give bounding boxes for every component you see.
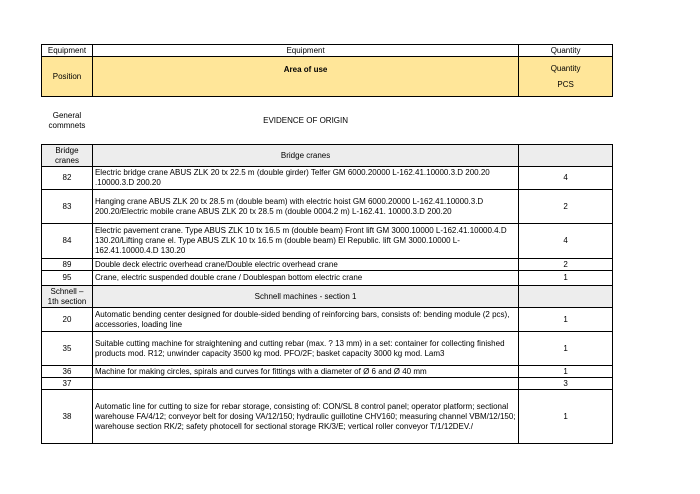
- subheader-quantity: Quantity: [550, 63, 581, 73]
- row-position: 38: [42, 390, 93, 444]
- row-description: Double deck electric overhead crane/Double electric overhead crane: [92, 259, 518, 271]
- section-label: Bridge cranes: [42, 145, 93, 167]
- row-position: 37: [42, 378, 93, 390]
- row-quantity: 1: [519, 271, 613, 286]
- table-row: [42, 332, 613, 366]
- general-comments-label: General commnets: [48, 110, 86, 130]
- subheader-position: Position: [42, 57, 93, 97]
- row-quantity: 4: [519, 224, 613, 259]
- row-description: Automatic bending center designed for double-sided bending of reinforcing bars, consists of: bending module (2 pcs), accessories, loading line: [92, 308, 518, 332]
- section-header-bridge-cranes: [42, 145, 613, 167]
- row-position: 36: [42, 366, 93, 378]
- table-row: [42, 190, 613, 224]
- section-header-schnell: [42, 286, 613, 308]
- header-equipment-left: Equipment: [42, 45, 93, 57]
- row-position: 95: [42, 271, 93, 286]
- row-position: 84: [42, 224, 93, 259]
- table-row: [42, 167, 613, 190]
- row-description: Crane, electric suspended double crane / Doublespan bottom electric crane: [92, 271, 518, 286]
- row-quantity: 3: [519, 378, 613, 390]
- subheader-row: [42, 57, 613, 97]
- subheader-pcs: PCS: [557, 79, 574, 89]
- row-position: 83: [42, 190, 93, 224]
- row-description: Suitable cutting machine for straightening and cutting rebar (max. ? 13 mm) in a set: container for collecting finished products mod. R12; unwinder capacity 3500 kg mod. PFO/2F; basket capacity 3000 kg mod. Lam3: [92, 332, 518, 366]
- row-position: 82: [42, 167, 93, 190]
- general-comments-row: [42, 97, 613, 145]
- subheader-quantity-cell: [519, 57, 613, 97]
- row-quantity: 1: [519, 390, 613, 444]
- table-row: [42, 224, 613, 259]
- row-quantity: 1: [519, 366, 613, 378]
- row-quantity: 2: [519, 259, 613, 271]
- row-position: 20: [42, 308, 93, 332]
- row-description: Electric pavement crane. Type ABUS ZLK 10 tx 16.5 m (double beam) Front lift GM 3000.10000 L-162.41.10000.4.D 130.20/Lifting crane el. Type ABUS ZLK 10 tx 16.5 m (double beam) El Republic. lift GM 3000.10000 L-162.41.10000.4.D 130.20: [92, 224, 518, 259]
- subheader-area-of-use: Area of use: [92, 57, 518, 97]
- table-row: [42, 366, 613, 378]
- row-description: Hanging crane ABUS ZLK 20 tx 28.5 m (double beam) with electric hoist GM 6000.20000 L-162.41.10000.3.D 200.20/Electric mobile crane ABUS ZLK 20 tx 28.5 m (double 0004.2 m) L-162.41. 10000.3.D 200.20: [92, 190, 518, 224]
- section-title: Schnell machines - section 1: [92, 286, 518, 308]
- row-quantity: 4: [519, 167, 613, 190]
- row-description: Machine for making circles, spirals and curves for fittings with a diameter of Ø 6 and Ø 40 mm: [92, 366, 518, 378]
- table-row: [42, 308, 613, 332]
- section-title: Bridge cranes: [92, 145, 518, 167]
- row-description: Automatic line for cutting to size for rebar storage, consisting of: CON/SL 8 control panel; operator platform; sectional warehouse FA/4/12; conveyor belt for dosing VA/12/150; hydraulic guillotine CHV160; measuring channel VBM/12/150; warehouse section RK/2; safety photocell for sectional storage RK/3/E; vertical roller conveyor T/1/12DEV./: [92, 390, 518, 444]
- header-row: [42, 45, 613, 57]
- row-quantity: 1: [519, 308, 613, 332]
- header-equipment: Equipment: [92, 45, 518, 57]
- table-row: [42, 390, 613, 444]
- row-position: 89: [42, 259, 93, 271]
- table-row: [42, 259, 613, 271]
- row-position: 35: [42, 332, 93, 366]
- row-description: [92, 378, 518, 390]
- evidence-of-origin: EVIDENCE OF ORIGIN: [263, 115, 349, 125]
- equipment-table: [41, 44, 613, 444]
- header-quantity: Quantity: [519, 45, 613, 57]
- row-quantity: 2: [519, 190, 613, 224]
- table-row: [42, 271, 613, 286]
- section-label: Schnell – 1th section: [42, 286, 93, 308]
- table-row: [42, 378, 613, 390]
- row-description: Electric bridge crane ABUS ZLK 20 tx 22.5 m (double girder) Telfer GM 6000.20000 L-162.41.10000.3.D 200.20 .10000.3.D 200.20: [92, 167, 518, 190]
- row-quantity: 1: [519, 332, 613, 366]
